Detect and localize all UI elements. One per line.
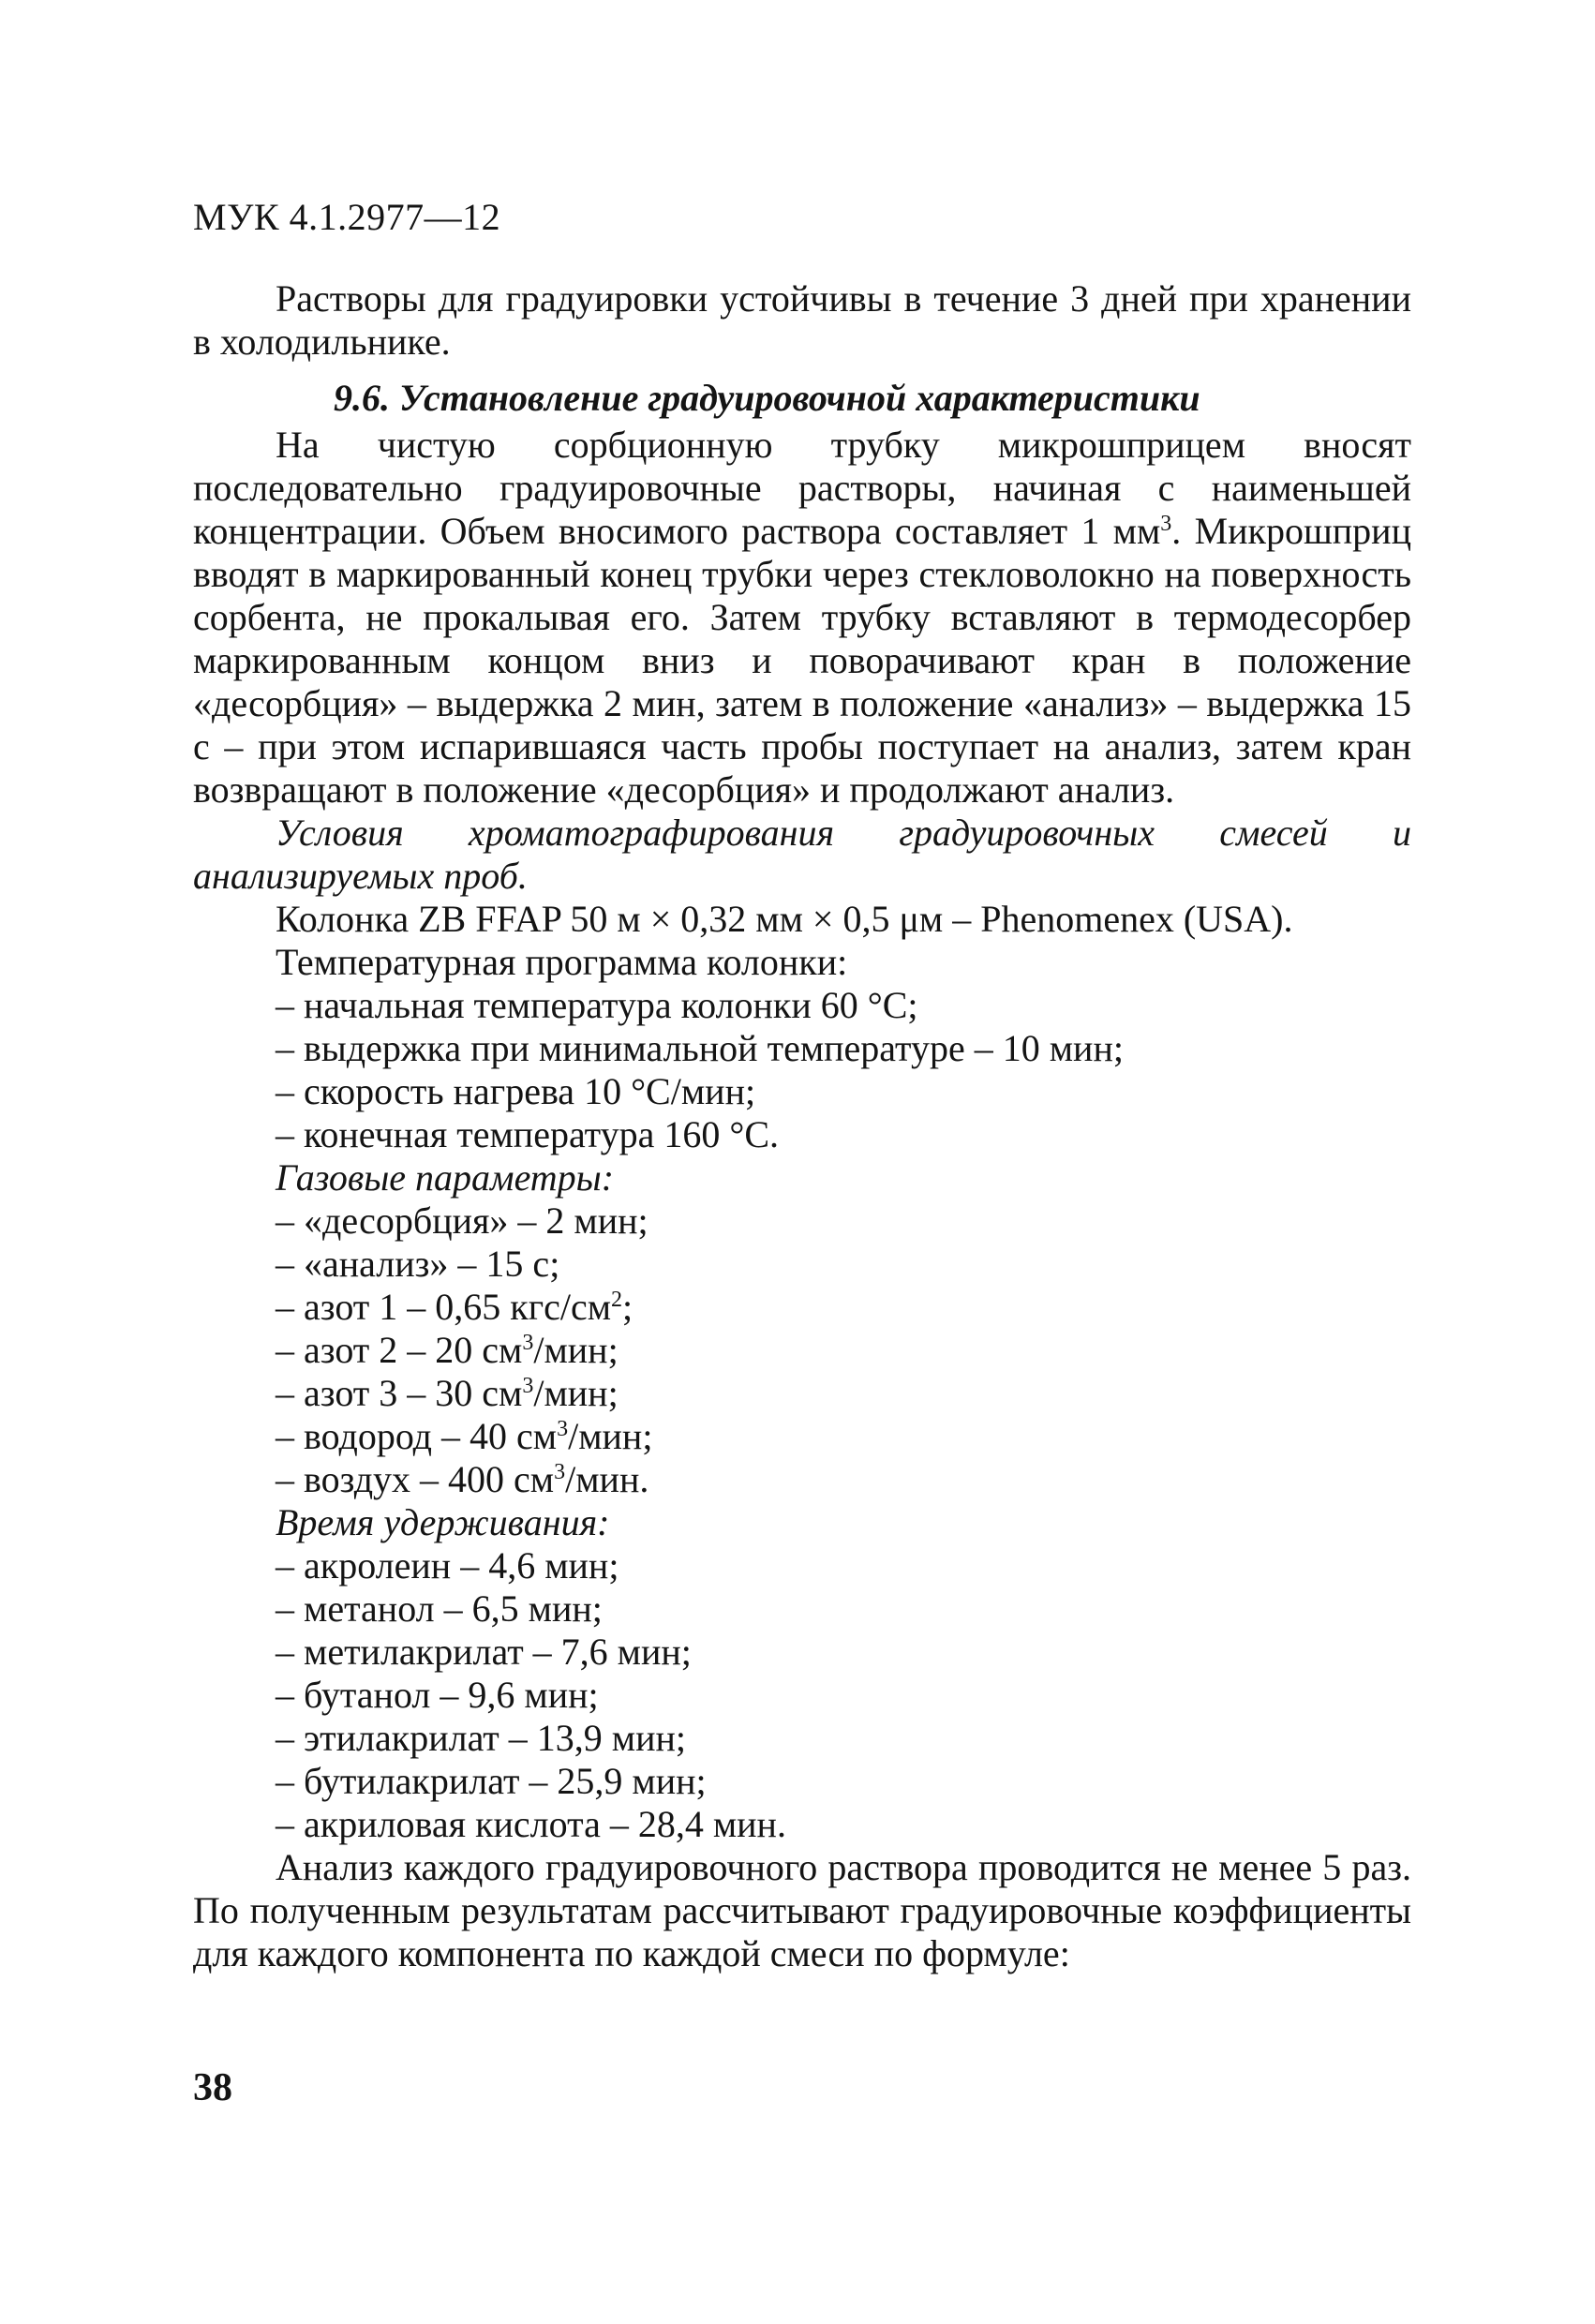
- list-item: – бутанол – 9,6 мин;: [276, 1674, 599, 1716]
- list-item-text: – «десорбция» – 2 мин;: [276, 1199, 648, 1242]
- list-item: [193, 1199, 1411, 1243]
- unit-superscript: 2: [611, 1288, 623, 1312]
- list-item-text: – азот 2 – 20 см: [276, 1329, 523, 1371]
- list-item: – этилакрилат – 13,9 мин;: [276, 1717, 687, 1759]
- page-content: [193, 277, 1411, 1975]
- retention-times-list: [193, 1544, 1411, 1846]
- list-item-tail: /мин.: [565, 1458, 649, 1500]
- list-item: – начальная температура колонки 60 °С;: [276, 984, 918, 1026]
- list-item: – акролеин – 4,6 мин;: [276, 1544, 619, 1587]
- list-item-text: – азот 1 – 0,65 кгс/см: [276, 1286, 612, 1328]
- section-heading: 9.6. Установление градуировочной характеристики: [334, 377, 1200, 419]
- unit-superscript: 3: [557, 1417, 569, 1441]
- unit-superscript: 3: [554, 1460, 566, 1484]
- list-item: – выдержка при минимальной температуре – 10 мин;: [276, 1027, 1124, 1069]
- list-item: [193, 1458, 1411, 1501]
- list-item: [193, 1329, 1411, 1372]
- column-spec-line: Колонка ZB FFAP 50 м × 0,32 мм × 0,5 μм – Phenomenex (USA).: [276, 898, 1293, 940]
- list-item-tail: ;: [622, 1286, 634, 1328]
- list-item: – конечная температура 160 °С.: [276, 1113, 780, 1155]
- list-item: – метанол – 6,5 мин;: [276, 1587, 603, 1630]
- list-item: – акриловая кислота – 28,4 мин.: [276, 1803, 786, 1845]
- page-number: 38: [193, 2066, 232, 2109]
- list-item: [193, 1372, 1411, 1415]
- chromatography-conditions-title: Условия хроматографирования градуировочных смесей и анализируемых проб.: [193, 812, 1411, 897]
- gas-parameters-title: Газовые параметры:: [276, 1156, 615, 1199]
- calibration-procedure-paragraph: [193, 424, 1411, 812]
- temperature-program-title: Температурная программа колонки:: [276, 941, 848, 983]
- list-item: [193, 1243, 1411, 1286]
- list-item: [193, 1286, 1411, 1329]
- document-code-header: МУК 4.1.2977—12: [193, 196, 501, 238]
- list-item-text: – воздух – 400 см: [276, 1458, 555, 1500]
- list-item: [193, 1415, 1411, 1458]
- list-item-text: – водород – 40 см: [276, 1415, 558, 1457]
- list-item: – метилакрилат – 7,6 мин;: [276, 1631, 692, 1673]
- list-item: – скорость нагрева 10 °С/мин;: [276, 1070, 756, 1112]
- list-item-tail: /мин;: [533, 1372, 619, 1414]
- analysis-paragraph: Анализ каждого градуировочного раствора проводится не менее 5 раз. По полученным результатам рассчитывают градуировочные коэффициенты для каждого компонента по каждой смеси по формуле:: [193, 1846, 1411, 1974]
- unit-superscript: 3: [522, 1331, 534, 1355]
- list-item-text: – азот 3 – 30 см: [276, 1372, 523, 1414]
- calibration-superscript: 3: [1160, 512, 1172, 536]
- list-item-text: – «анализ» – 15 с;: [276, 1243, 560, 1285]
- unit-superscript: 3: [522, 1374, 534, 1398]
- gas-parameters-list: [193, 1199, 1411, 1501]
- calibration-text-part-2: . Микрошприц вводят в маркированный конец трубки через стекловолокно на поверхность сорбента, не прокалывая его. Затем трубку вставляют в термодесорбер маркированным концом вниз и поворачивают кран в положение «десорбция» – выдержка 2 мин, затем в положение «анализ» – выдержка 15 с – при этом испарившаяся часть пробы поступает на анализ, затем кран возвращают в положение «десорбция» и продолжают анализ.: [193, 510, 1411, 811]
- list-item-tail: /мин;: [568, 1415, 653, 1457]
- stability-paragraph: Растворы для градуировки устойчивы в течение 3 дней при хранении в холодильнике.: [193, 277, 1411, 363]
- list-item: – бутилакрилат – 25,9 мин;: [276, 1760, 707, 1802]
- list-item-tail: /мин;: [533, 1329, 619, 1371]
- retention-times-title: Время удерживания:: [276, 1501, 610, 1543]
- temperature-program-list: [193, 984, 1411, 1156]
- calibration-text-part-1: На чистую сорбционную трубку микрошприцем вносят последовательно градуировочные растворы, начиная с наименьшей концентрации. Объем вносимого раствора составляет 1 мм: [193, 424, 1411, 552]
